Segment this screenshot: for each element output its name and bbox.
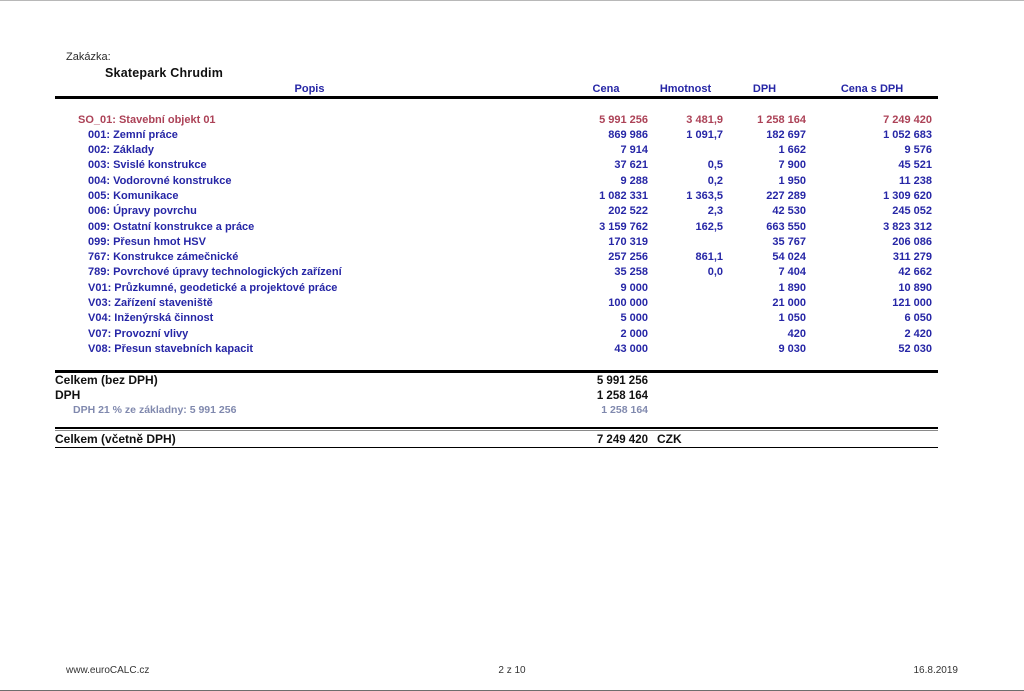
cell-cena: 43 000 [614, 342, 648, 355]
cell-cena-s-dph: 52 030 [898, 342, 932, 355]
col-header-popis: Popis [294, 83, 325, 95]
totals-section [55, 370, 938, 448]
cell-hmotnost [648, 296, 723, 311]
cell-dph: 54 024 [772, 251, 806, 264]
cell-popis: 003: Svislé konstrukce [88, 159, 207, 172]
cell-hmotnost [648, 143, 723, 158]
cell-cena-s-dph: 1 309 620 [883, 189, 932, 202]
cell-dph: 21 000 [772, 297, 806, 310]
table-row [55, 158, 938, 173]
cell-cena: 170 319 [608, 235, 648, 248]
grand-total-label: Celkem (včetně DPH) [55, 431, 176, 446]
cell-hmotnost: 162,5 [695, 220, 723, 233]
cell-dph: 1 950 [778, 174, 806, 187]
cell-dph: 227 289 [766, 189, 806, 202]
cell-dph: 1 890 [778, 281, 806, 294]
cell-popis: V08: Přesun stavebních kapacit [88, 342, 254, 355]
cell-popis: V03: Zařízení staveniště [88, 297, 213, 310]
total-net-value: 5 991 256 [596, 374, 648, 387]
cell-dph: 1 258 164 [757, 113, 806, 126]
cell-dph: 7 404 [778, 266, 806, 279]
currency-code: CZK [657, 431, 682, 446]
grand-total-section [55, 427, 938, 449]
cell-popis: V01: Průzkumné, geodetické a projektové práce [88, 281, 338, 294]
grand-total-value: 7 249 420 [596, 433, 648, 446]
cell-cena: 5 991 256 [599, 113, 648, 126]
cell-popis: 099: Přesun hmot HSV [88, 235, 206, 248]
page-footer [66, 665, 958, 676]
cell-cena: 5 000 [620, 312, 648, 325]
project-name: Skatepark Chrudim [105, 66, 224, 80]
cell-cena-s-dph: 311 279 [892, 251, 932, 264]
section-row [55, 113, 938, 128]
page-content [55, 1, 938, 448]
cell-popis: V04: Inženýrská činnost [88, 312, 214, 325]
cell-hmotnost [648, 327, 723, 342]
cell-cena-s-dph: 121 000 [892, 297, 932, 310]
table-row [55, 143, 938, 158]
cell-cena-s-dph: 3 823 312 [883, 220, 932, 233]
cell-popis: 002: Základy [88, 144, 155, 157]
cell-dph: 9 030 [778, 342, 806, 355]
col-header-cena-s-dph: Cena s DPH [840, 83, 904, 95]
cell-cena-s-dph: 45 521 [898, 159, 932, 172]
cell-cena: 3 159 762 [599, 220, 648, 233]
cell-hmotnost: 1 091,7 [686, 128, 723, 141]
cell-cena: 9 000 [620, 281, 648, 294]
table-row [55, 204, 938, 219]
total-vat-value: 1 258 164 [596, 389, 648, 402]
footer-date: 16.8.2019 [913, 665, 958, 676]
cell-dph: 182 697 [766, 128, 806, 141]
cell-hmotnost: 3 481,9 [686, 113, 723, 126]
cell-hmotnost [648, 311, 723, 326]
cell-dph: 42 530 [772, 205, 806, 218]
table-row [55, 235, 938, 250]
cell-popis: 001: Zemní práce [88, 128, 178, 141]
cell-cena: 2 000 [620, 327, 648, 340]
cell-popis: 006: Úpravy povrchu [88, 205, 197, 218]
order-label: Zakázka: [66, 51, 111, 63]
cell-dph: 663 550 [766, 220, 806, 233]
cell-hmotnost [648, 235, 723, 250]
cell-cena: 100 000 [608, 297, 648, 310]
cell-hmotnost [648, 281, 723, 296]
col-header-dph: DPH [752, 83, 777, 95]
cell-hmotnost: 0,0 [707, 266, 723, 279]
cell-hmotnost: 2,3 [707, 205, 723, 218]
table-row [55, 174, 938, 189]
grand-total-divider-thick [55, 427, 938, 429]
table-row [55, 281, 938, 296]
cell-popis: SO_01: Stavební objekt 01 [78, 113, 216, 126]
cell-cena-s-dph: 42 662 [898, 266, 932, 279]
cell-cena: 1 082 331 [599, 189, 648, 202]
cell-cena-s-dph: 206 086 [892, 235, 932, 248]
cell-popis: V07: Provozní vlivy [88, 327, 189, 340]
table-row [55, 220, 938, 235]
cell-popis: 009: Ostatní konstrukce a práce [88, 220, 255, 233]
cell-cena-s-dph: 6 050 [904, 312, 932, 325]
table-row [55, 189, 938, 204]
cell-cena: 7 914 [620, 144, 648, 157]
cell-dph: 420 [787, 327, 806, 340]
header-divider [55, 96, 938, 99]
table-row [55, 296, 938, 311]
cell-hmotnost: 861,1 [695, 251, 723, 264]
col-header-cena: Cena [592, 83, 620, 95]
table-row [55, 265, 938, 280]
cell-hmotnost: 0,5 [707, 159, 723, 172]
cell-cena: 202 522 [608, 205, 648, 218]
cell-cena-s-dph: 2 420 [904, 327, 932, 340]
cell-hmotnost: 1 363,5 [686, 189, 723, 202]
cell-hmotnost: 0,2 [707, 174, 723, 187]
cell-cena-s-dph: 1 052 683 [883, 128, 932, 141]
cell-cena: 35 258 [614, 266, 648, 279]
cell-popis: 005: Komunikace [88, 189, 179, 202]
cell-popis: 767: Konstrukce zámečnické [88, 251, 239, 264]
cell-cena: 257 256 [608, 251, 648, 264]
cell-cena-s-dph: 9 576 [904, 144, 932, 157]
cell-cena: 869 986 [608, 128, 648, 141]
cell-popis: 789: Povrchové úpravy technologických zařízení [88, 266, 342, 279]
cell-popis: 004: Vodorovné konstrukce [88, 174, 232, 187]
footer-page-number: 2 z 10 [498, 665, 526, 676]
cell-cena: 9 288 [620, 174, 648, 187]
cell-dph: 1 050 [778, 312, 806, 325]
grand-total-row [55, 432, 938, 449]
vat-detail-row [55, 403, 938, 418]
table-row [55, 250, 938, 265]
cell-hmotnost [648, 342, 723, 357]
total-vat-row [55, 388, 938, 403]
cell-cena-s-dph: 11 238 [898, 174, 932, 187]
cell-cena-s-dph: 7 249 420 [883, 113, 932, 126]
total-net-label: Celkem (bez DPH) [55, 372, 158, 387]
table-header-row [55, 82, 938, 96]
total-net-row [55, 373, 938, 388]
cell-dph: 7 900 [778, 159, 806, 172]
table-row [55, 327, 938, 342]
cell-cena: 37 621 [614, 159, 648, 172]
cell-dph: 35 767 [772, 235, 806, 248]
col-header-hmotnost: Hmotnost [659, 83, 712, 95]
table-row [55, 342, 938, 357]
total-vat-label: DPH [55, 387, 81, 402]
footer-website: www.euroCALC.cz [66, 665, 150, 676]
cell-cena-s-dph: 245 052 [892, 205, 932, 218]
table-row [55, 128, 938, 143]
cell-cena-s-dph: 10 890 [898, 281, 932, 294]
cell-dph: 1 662 [778, 144, 806, 157]
vat-detail-label: DPH 21 % ze základny: 5 991 256 [73, 403, 237, 416]
cost-table-body [55, 113, 938, 358]
grand-total-divider-thin [55, 430, 938, 431]
vat-detail-value: 1 258 164 [601, 403, 648, 416]
table-row [55, 311, 938, 326]
